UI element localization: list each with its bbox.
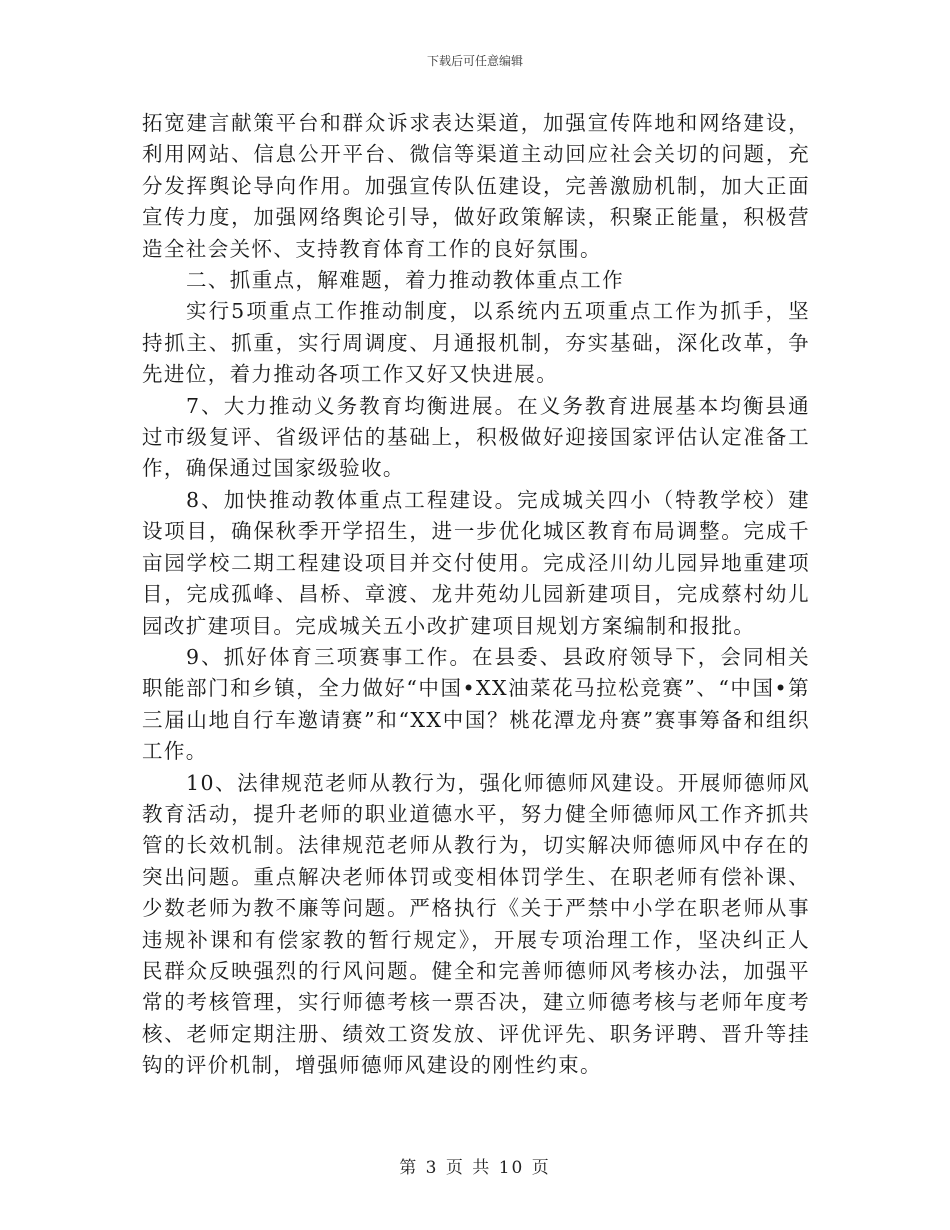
paragraph-item-8: 8、加快推动教体重点工程建设。完成城关四小（特教学校）建设项目，确保秋季开学招生，进一步优化城区教育布局调整。完成千亩园学校二期工程建设项目并交付使用。完成泾川幼儿园异地重建项目，完成孤峰、昌桥、章渡、龙井苑幼儿园新建项目，完成蔡村幼儿园改扩建项目。完成城关五小改扩建项目规划方案编制和报批。 xyxy=(142,487,810,638)
paragraph-item-10: 10、法律规范老师从教行为，强化师德师风建设。开展师德师风教育活动，提升老师的职业道德水平，努力健全师德师风工作齐抓共管的长效机制。法律规范老师从教行为，切实解决师德师风中存在的突出问题。重点解决老师体罚或变相体罚学生、在职老师有偿补课、少数老师为教不廉等问题。严格执行《关于严禁中小学在职老师从事违规补课和有偿家教的暂行规定》，开展专项治理工作，坚决纠正人民群众反映强烈的行风问题。健全和完善师德师风考核办法，加强平常的考核管理，实行师德考核一票否决，建立师德考核与老师年度考核、老师定期注册、绩效工资发放、评优评先、职务评聘、晋升等挂钩的评价机制，增强师德师风建设的刚性约束。 xyxy=(142,770,810,1078)
section-heading-two: 二、抓重点，解难题，着力推动教体重点工作 xyxy=(186,268,624,293)
paragraph-item-9: 9、抓好体育三项赛事工作。在县委、县政府领导下，会同相关职能部门和乡镇，全力做好“中国•XX油菜花马拉松竞赛”、“中国•第三届山地自行车邀请赛”和“XX中国？桃花潭龙舟赛”赛事筹备和组织工作。 xyxy=(142,644,810,764)
paragraph-key-work-system: 实行5项重点工作推动制度，以系统内五项重点工作为抓手，坚持抓主、抓重，实行周调度、月通报机制，夯实基础，深化改革，争先进位，着力推动各项工作又好又快进展。 xyxy=(142,299,810,387)
paragraph-item-7: 7、大力推动义务教育均衡进展。在义务教育进展基本均衡县通过市级复评、省级评估的基础上，积极做好迎接国家评估认定准备工作，确保通过国家级验收。 xyxy=(142,393,810,481)
page-number: 第 3 页 共 10 页 xyxy=(399,1158,551,1178)
page-header-note: 下载后可任意编辑 xyxy=(426,54,523,68)
paragraph-promotion: 拓宽建言献策平台和群众诉求表达渠道，加强宣传阵地和网络建设，利用网站、信息公开平台、微信等渠道主动回应社会关切的问题，充分发挥舆论导向作用。加强宣传队伍建设，完善激励机制，加大正面宣传力度，加强网络舆论引导，做好政策解读，积聚正能量，积极营造全社会关怀、支持教育体育工作的良好氛围。 xyxy=(142,111,810,261)
document-body xyxy=(142,108,810,1082)
